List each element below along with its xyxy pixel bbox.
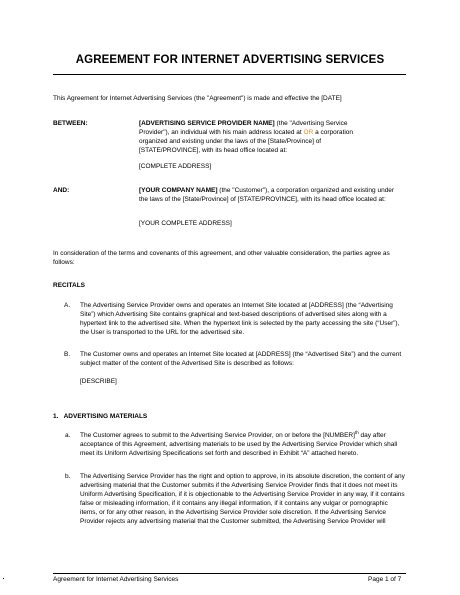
recital-b-text: The Customer owns and operates an Internet Site located at [ADDRESS] (the “Advertised Site”) and the current subject matter of the content of the Advertised Site is described as follows: bbox=[80, 351, 402, 368]
recital-a-text: The Advertising Service Provider owns and operates an Internet Site located at [ADDRESS] (the “Advertising Site”) which Advertising Site contains graphical and text-based descriptions of advertised sites along with a hypertext link to the advertised site. When the hypertext link is selected by the party accessing the site (“User”), the User is transported to the URL for the advertised site. bbox=[80, 302, 400, 337]
provider-name: [ADVERTISING SERVICE PROVIDER NAME] bbox=[139, 120, 275, 127]
footer-document-name: Agreement for Internet Advertising Services bbox=[53, 576, 179, 583]
ordinal-suffix: th bbox=[354, 429, 359, 435]
title-rule bbox=[53, 74, 406, 75]
section-1a-block bbox=[80, 431, 408, 458]
consideration-paragraph: In consideration of the terms and covenants of this agreement, and other valuable consideration, the parties agree as follows: bbox=[53, 250, 390, 267]
section-1a-marker: a. bbox=[65, 432, 71, 439]
between-label: BETWEEN: bbox=[53, 120, 88, 127]
section-1b-text: The Advertising Service Provider has the right and option to approve, in its absolute discretion, the content of any advertising material that the Customer submits if the Advertising Service Provider finds that it does not meet its Uniform Advertising Specification, if it is objectionable to the Advertising Service Provider in any way, if it contains false or misleading information, if it contains any illegal information, if it contains any vulgar or pornographic items, or for any other reason, in the Advertising Service Provider sole discretion. If the Advertising Service Provider rejects any advertising material that the Customer submitted, the Advertising Service Provider will bbox=[80, 473, 405, 526]
document-title: AGREEMENT FOR INTERNET ADVERTISING SERVICES bbox=[75, 54, 385, 66]
footer-rule bbox=[53, 573, 406, 574]
and-label: AND: bbox=[53, 187, 70, 194]
describe-placeholder: [DESCRIBE] bbox=[80, 378, 117, 385]
section-1b-marker: b. bbox=[65, 473, 71, 480]
between-party-block bbox=[139, 119, 355, 155]
and-text: (the "Customer"), a corporation organized and existing under the laws of the [State/Province] of [STATE/PROVINCE], with its head office located at: bbox=[139, 187, 395, 204]
section-1-heading: 1. ADVERTISING MATERIALS bbox=[53, 413, 148, 420]
customer-address: [YOUR COMPLETE ADDRESS] bbox=[139, 220, 232, 227]
recital-a-marker: A. bbox=[64, 302, 71, 309]
between-text-1: (the "Advertising Service Provider"), an individual with his main address located at bbox=[139, 120, 348, 137]
or-marker: OR bbox=[303, 129, 314, 137]
footer-page-number: Page 1 of 7 bbox=[368, 576, 402, 583]
customer-name: [YOUR COMPANY NAME] bbox=[139, 187, 218, 194]
recital-b-marker: B. bbox=[64, 351, 71, 358]
and-party-block bbox=[139, 186, 403, 204]
provider-address: [COMPLETE ADDRESS] bbox=[139, 163, 212, 170]
intro-paragraph: This Agreement for Internet Advertising Services (the "Agreement") is made and effective the [DATE] bbox=[53, 95, 342, 102]
recitals-heading: RECITALS bbox=[53, 282, 86, 289]
page-edge-mark bbox=[3, 578, 4, 579]
section-1a-text-2: day after acceptance of this Agreement, advertising materials to be used by the Advertising Service Provider which shall meet its Uniform Advertising Specifications set forth and described in Exhibit “A” attached hereto. bbox=[80, 432, 398, 458]
between-text-2: a corporation organized and existing under the laws of the [State/Province] of [STATE/PROVINCE], with its head office located at: bbox=[139, 129, 354, 155]
section-1a-text-1: The Customer agrees to submit to the Advertising Service Provider, on or before the [NUMBER] bbox=[80, 432, 355, 439]
